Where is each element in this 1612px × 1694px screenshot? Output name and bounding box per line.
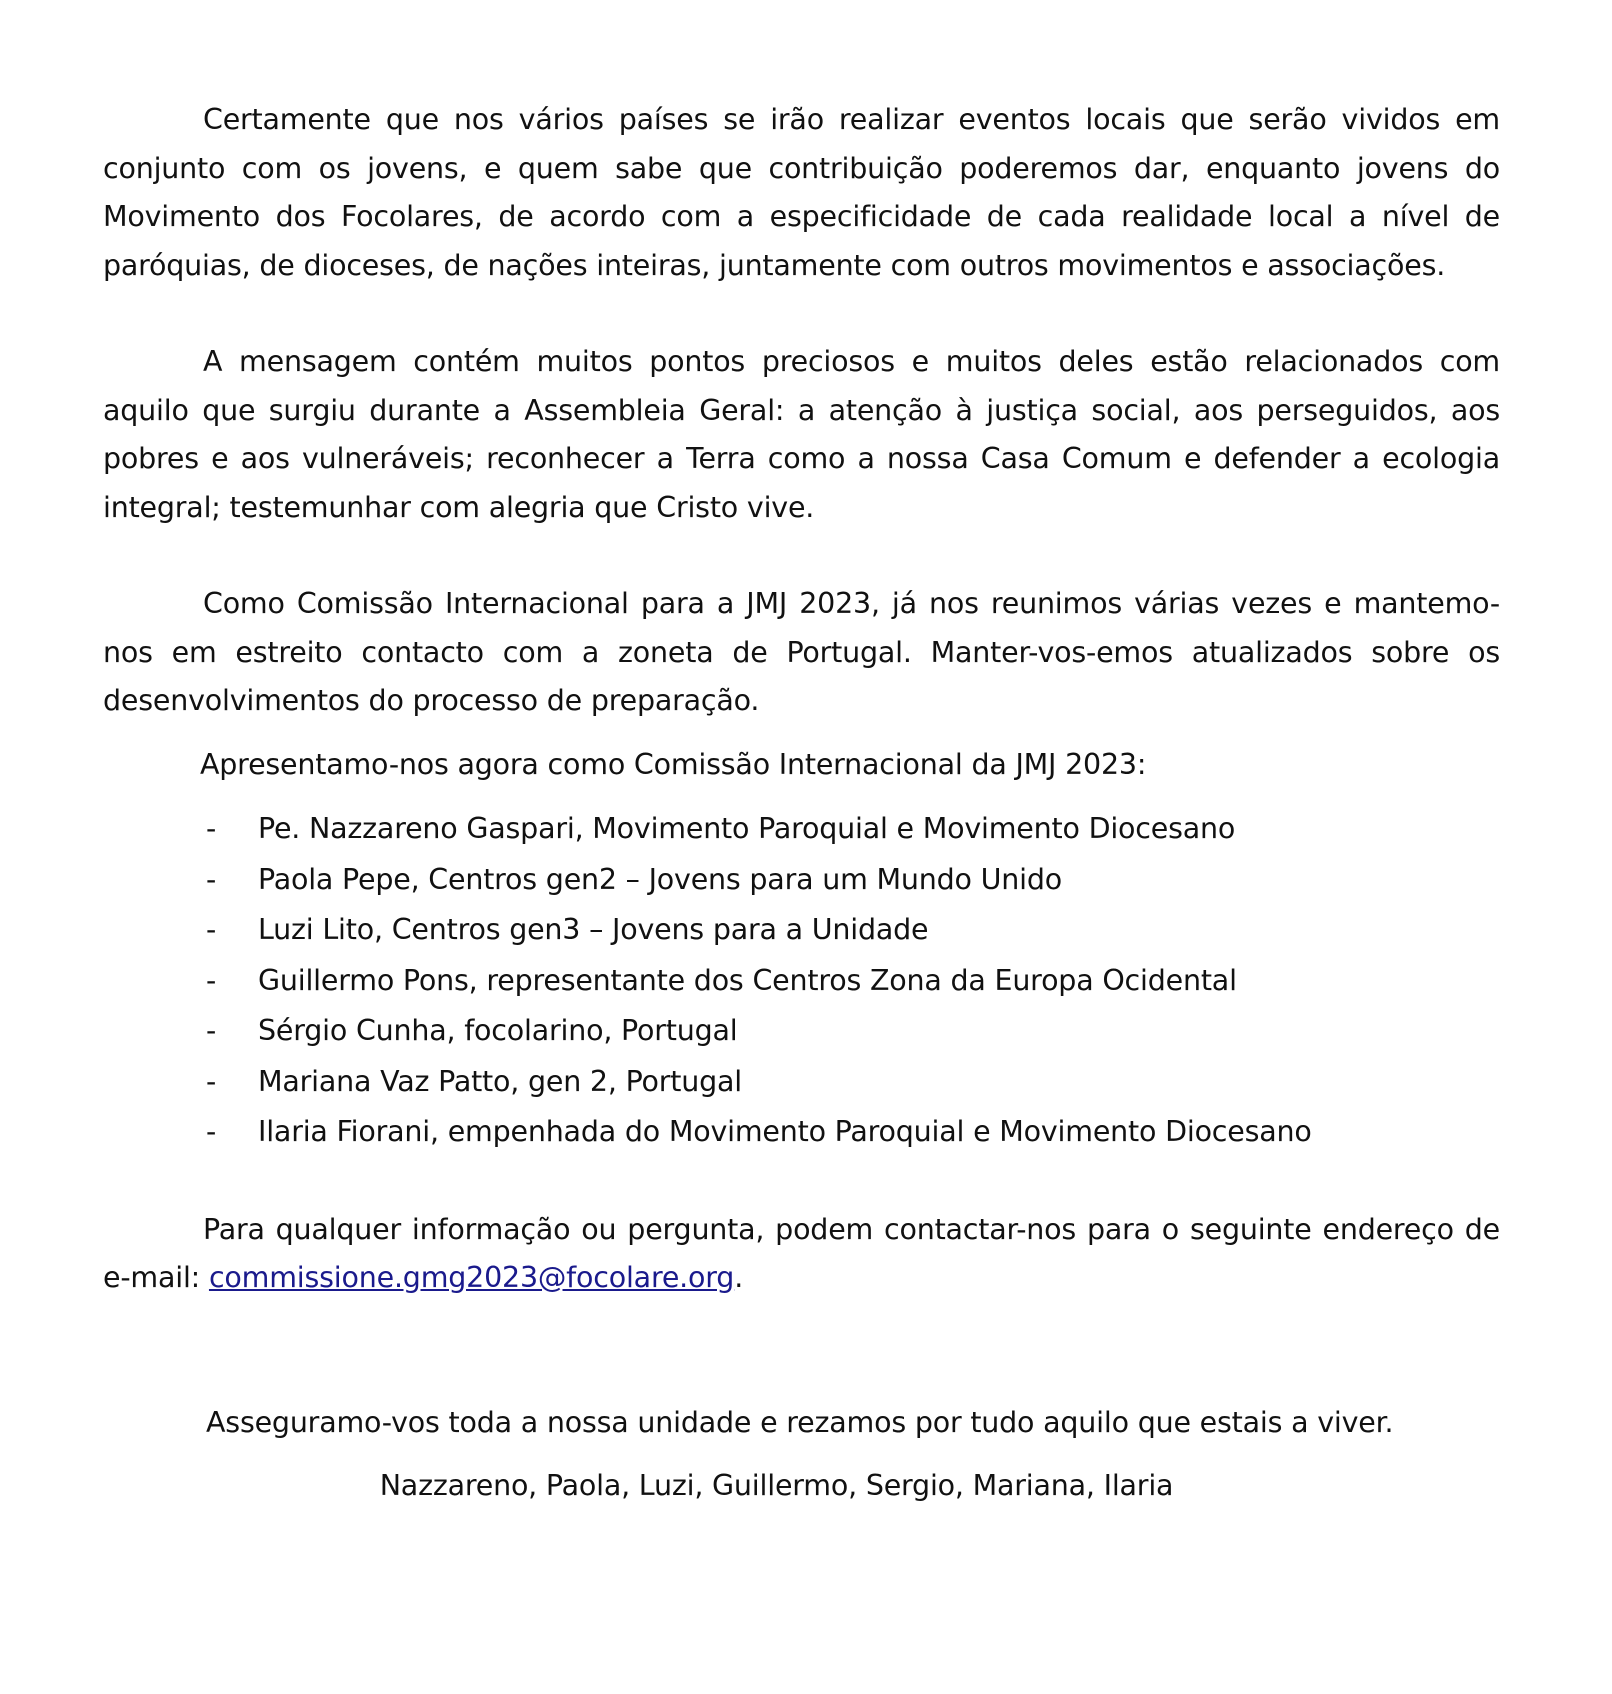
list-bullet: - — [206, 1115, 217, 1148]
signature-names: Nazzareno, Paola, Luzi, Guillermo, Sergio, Mariana, Ilaria — [379, 1469, 1174, 1502]
member-text: Luzi Lito, Centros gen3 – Jovens para a Unidade — [258, 913, 929, 946]
list-item — [103, 956, 1500, 1007]
paragraph-commission-meetings: Como Comissão Internacional para a JMJ 2023, já nos reunimos várias vezes e mantemo-nos em estreito contacto com a zoneta de Portugal. Manter-vos-emos atualizados sobre os desenvolvimentos do processo de preparação. — [103, 587, 1500, 717]
member-text: Sérgio Cunha, focolarino, Portugal — [258, 1014, 738, 1047]
paragraph-spacer — [103, 290, 1500, 338]
paragraph-contact — [103, 1206, 1500, 1303]
paragraph-message-points: A mensagem contém muitos pontos preciosos e muitos deles estão relacionados com aquilo que surgiu durante a Assembleia Geral: a atenção à justiça social, aos perseguidos, aos pobres e aos vulneráveis; reconhecer a Terra como a nossa Casa Comum e defender a ecologia integral; testemunhar com alegria que Cristo vive. — [103, 345, 1500, 524]
member-text: Paola Pepe, Centros gen2 – Jovens para um Mundo Unido — [258, 862, 1062, 896]
paragraph-local-events: Certamente que nos vários países se irão realizar eventos locais que serão vividos em conjunto com os jovens, e quem sabe que contribuição poderemos dar, enquanto jovens do Movimento dos Focolares, de acordo com a especificidade de cada realidade local a nível de paróquias, de dioceses, de nações inteiras, juntamente com outros movimentos e associações. — [103, 103, 1500, 282]
list-item — [103, 855, 1500, 906]
paragraph-spacer — [103, 726, 1500, 741]
paragraph-spacer — [103, 789, 1500, 804]
list-bullet: - — [206, 1064, 217, 1098]
email-link[interactable]: commissione.gmg2023@focolare.org — [208, 1261, 735, 1294]
list-bullet: - — [206, 913, 217, 946]
contact-text: Para qualquer informação ou pergunta, podem contactar-nos para o seguinte endereço de e-mail: — [103, 1212, 1500, 1294]
list-bullet: - — [206, 1014, 217, 1047]
list-item — [103, 1006, 1500, 1057]
member-text: Ilaria Fiorani, empenhada do Movimento Paroquial e Movimento Diocesano — [258, 1115, 1312, 1148]
list-item — [103, 905, 1500, 956]
member-text: Mariana Vaz Patto, gen 2, Portugal — [258, 1064, 743, 1098]
list-bullet: - — [206, 812, 217, 845]
paragraph-spacer — [103, 1158, 1500, 1206]
list-item — [103, 1057, 1500, 1108]
member-text: Guillermo Pons, representante dos Centros Zona da Europa Ocidental — [258, 963, 1237, 997]
list-item — [103, 804, 1500, 855]
member-text: Pe. Nazzareno Gaspari, Movimento Paroquial e Movimento Diocesano — [258, 812, 1236, 845]
paragraph-spacer — [103, 532, 1500, 580]
paragraph-spacer — [103, 1351, 1500, 1399]
paragraph-spacer — [103, 1303, 1500, 1351]
commission-intro: Apresentamo-nos agora como Comissão Internacional da JMJ 2023: — [200, 747, 1147, 781]
list-bullet: - — [206, 862, 217, 896]
document-body — [103, 96, 1500, 1511]
list-bullet: - — [206, 963, 217, 997]
list-item — [103, 1107, 1500, 1158]
contact-period: . — [734, 1261, 744, 1294]
closing-line: Asseguramo-vos toda a nossa unidade e rezamos por tudo aquilo que estais a viver. — [206, 1405, 1394, 1439]
commission-members-list — [103, 804, 1500, 1158]
paragraph-spacer — [103, 1447, 1500, 1462]
